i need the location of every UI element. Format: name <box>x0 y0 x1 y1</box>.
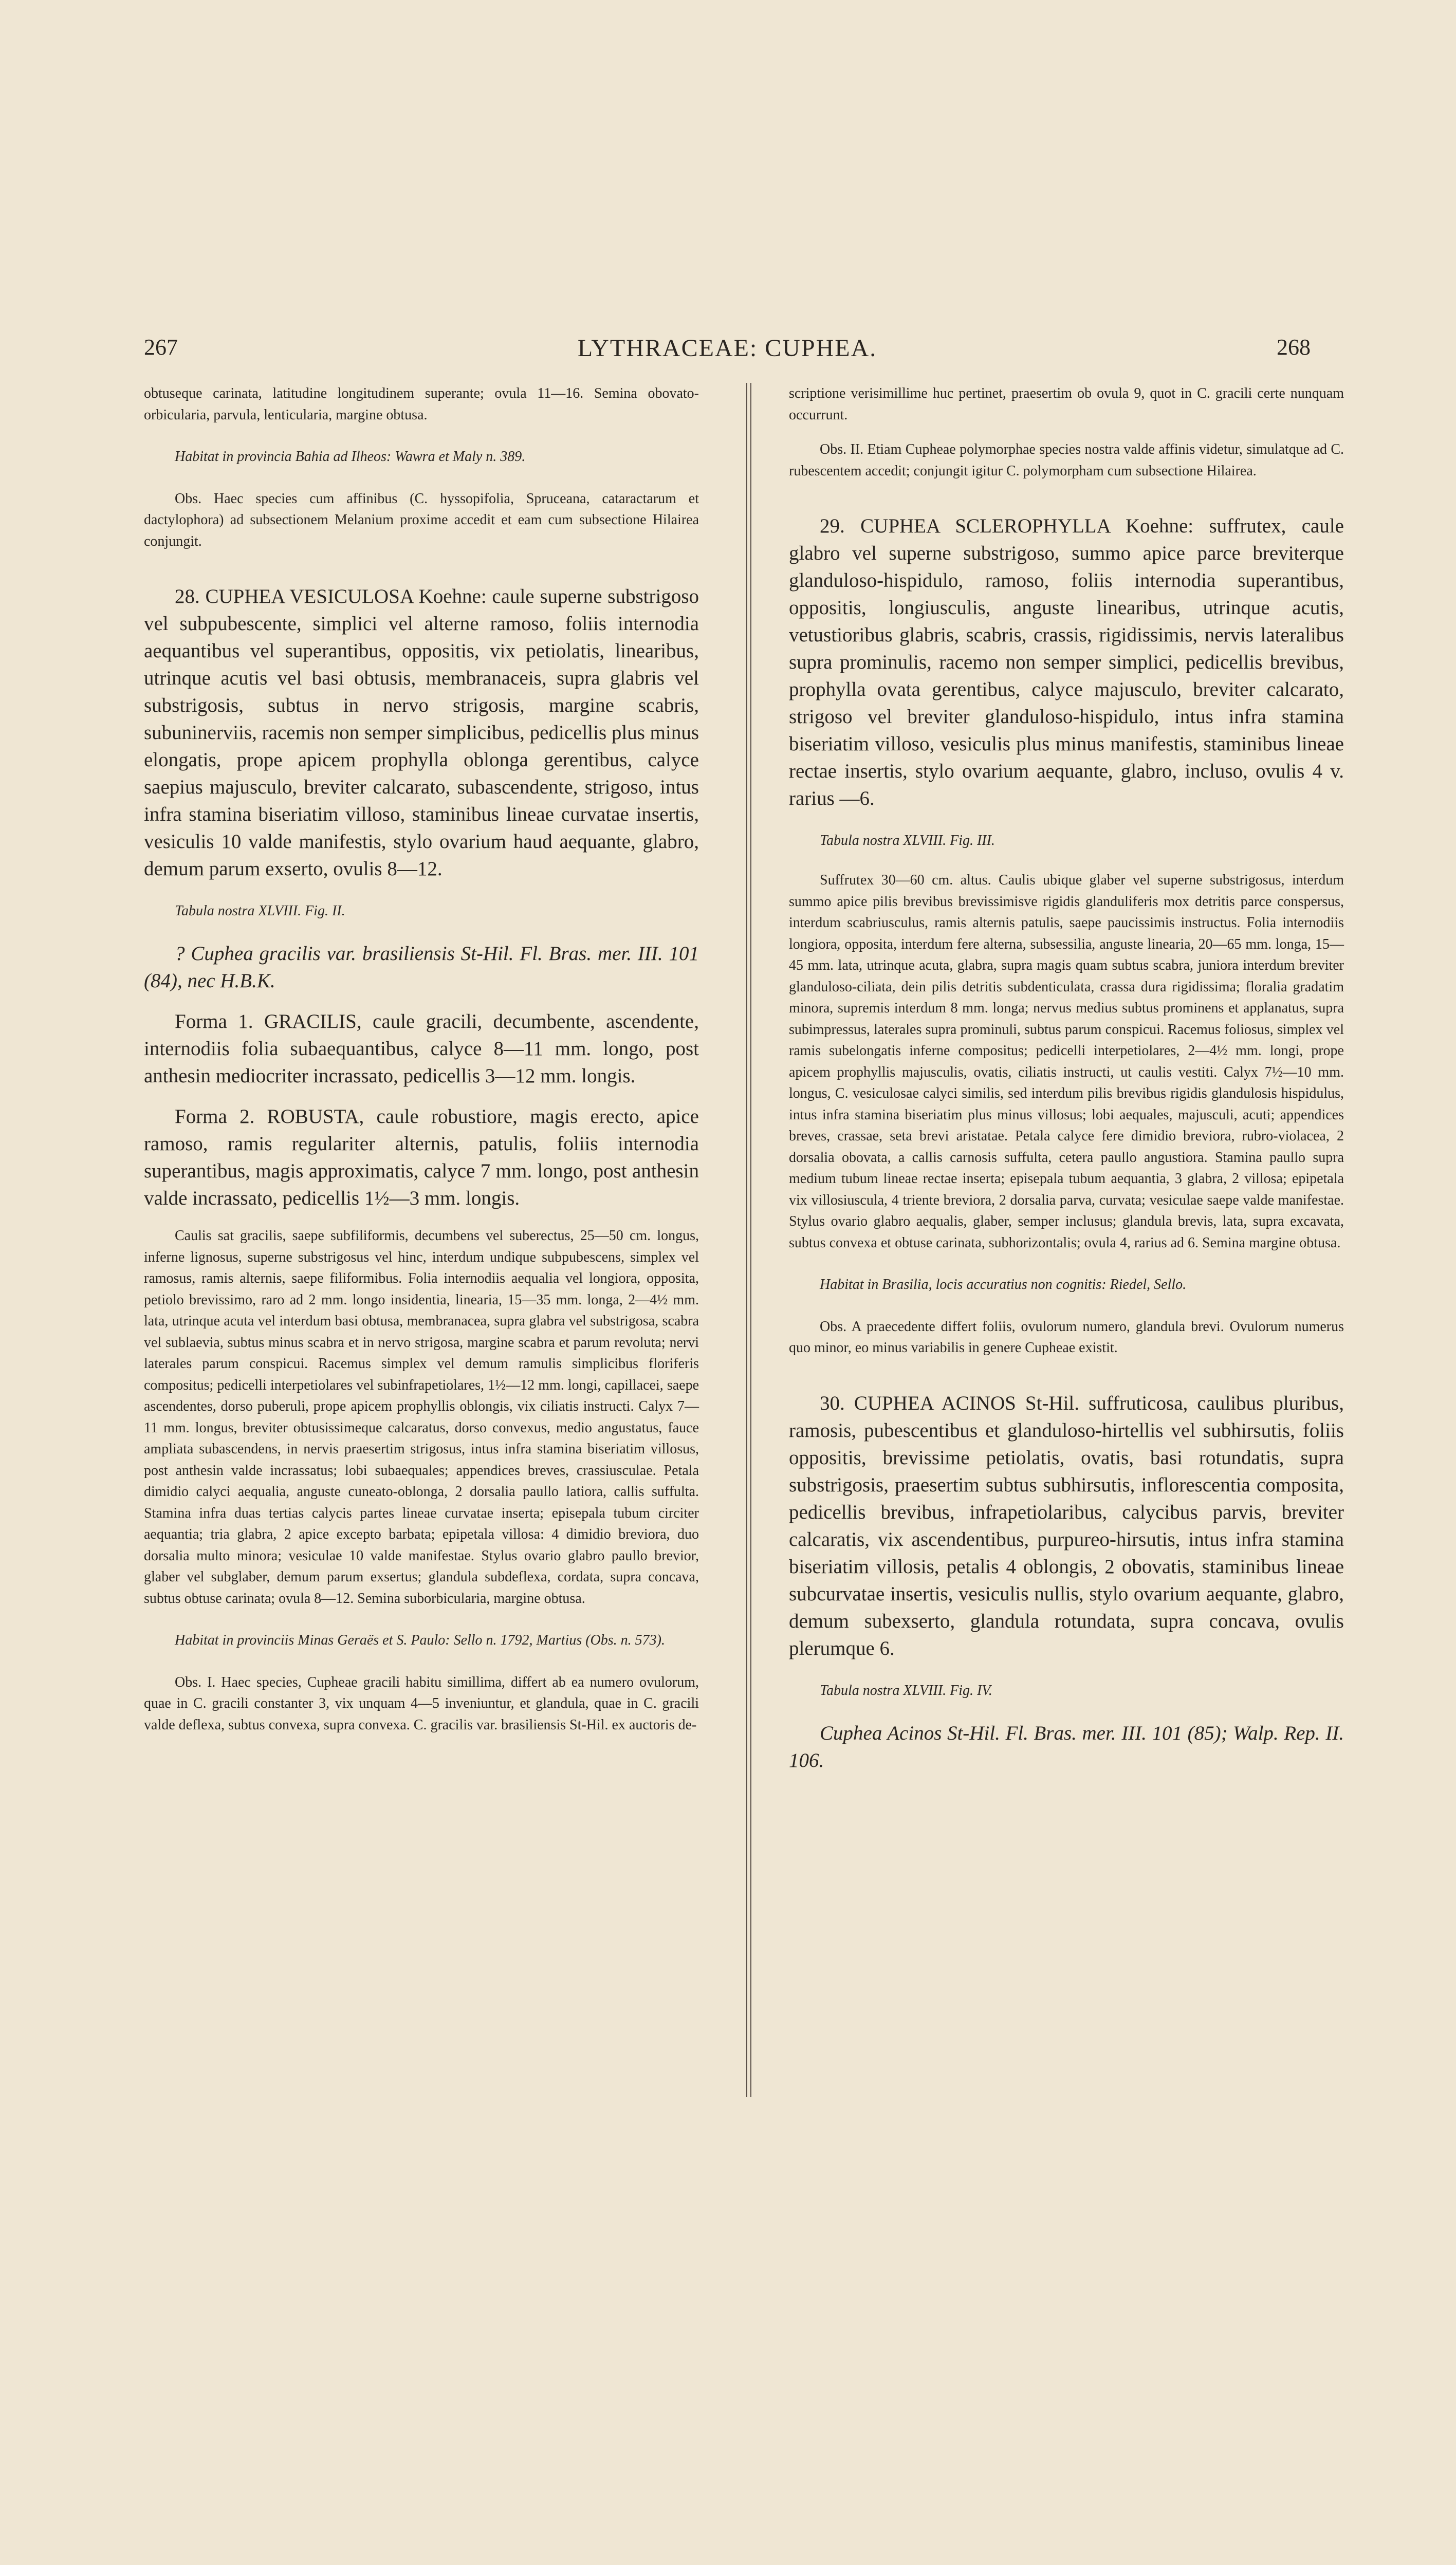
page-number-right: 268 <box>1277 335 1311 360</box>
observation-note: Obs. A praecedente differt foliis, ovulorum numero, glandula brevi. Ovulorum numerus quo minor, eo minus variabilis in genere Cupheae existit. <box>789 1318 1344 1356</box>
forma-gracilis: Forma 1. GRACILIS, caule gracili, decumbente, ascendente, internodiis folia subaequantibus, calyce 8—11 mm. longo, post anthesin mediocriter incrassato, pedicellis 3—12 mm. longis. <box>144 1010 699 1087</box>
plate-reference: Tabula nostra XLVIII. Fig. IV. <box>820 1682 992 1699</box>
habitat-note: Habitat in Brasilia, locis accuratius non cognitis: Riedel, Sello. <box>820 1277 1187 1293</box>
species-heading-30: 30. CUPHEA ACINOS St-Hil. suffruticosa, caulibus pluribus, ramosis, pubescentibus et glanduloso-hirtellis vel subhirsutis, foliis oppositis, brevissime petiolatis, ovatis, basi rotundatis, supra substrigosis, praesertim subtus subhirsutis, inflorescentia composita, pedicellis brevibus, infrapetiolaribus, calycibus parvis, breviter calcaratis, vix ascendentibus, purpureo-hirsutis, intus infra stamina biseriatim villosis, petalis 4 oblongis, 2 obovatis, staminibus lineae subcurvatae insertis, vesiculis nullis, stylo ovarium aequante, glabro, demum subexserto, glandula rotundata, supra concava, ovulis plerumque 6. <box>789 1392 1344 1659</box>
observation-note: Obs. Haec species cum affinibus (C. hyssopifolia, Spruceana, cataractarum et dactylophora) ad subsectionem Melanium proxime accedit et eam cum subsectione Hilairea conjungit. <box>144 490 699 549</box>
plate-reference: Tabula nostra XLVIII. Fig. III. <box>820 833 995 848</box>
species-heading-28: 28. CUPHEA VESICULOSA Koehne: caule superne substrigoso vel subpubescente, simplici vel alterne ramoso, foliis internodia aequantibus vel superantibus, oppositis, vix petiolatis, linearibus, utrinque acutis vel basi obtusis, membranaceis, supra glabris vel substrigosis, subtus in nervo strigosis, margine scabris, subuninerviis, racemis non semper simplicibus, pedicellis plus minus elongatis, prope apicem prophylla oblonga gerentibus, calyce saepius majusculo, breviter calcarato, subascendente, strigoso, intus infra stamina biseriatim villoso, staminibus lineae curvatae insertis, vesiculis 10 valde manifestis, stylo ovarium haud aequante, glabro, demum parum exserto, ovulis 8—12. <box>144 585 699 880</box>
forma-robusta: Forma 2. ROBUSTA, caule robustiore, magis erecto, apice ramoso, ramis regulariter alternis, patulis, foliis internodia superantibus, magis approximatis, calyce 7 mm. longo, post anthesin valde incrassato, pedicellis 1½—3 mm. longis. <box>144 1105 699 1209</box>
continued-observation: scriptione verisimillime huc pertinet, praesertim ob ovula 9, quot in C. gracili certe nunquam occurrunt. <box>789 385 1344 423</box>
observation-note: Obs. I. Haec species, Cupheae gracili habitu simillima, differt ab ea numero ovulorum, quae in C. gracili constanter 3, vix unquam 4—5 inveniuntur, et glandula, quae in C. gracili valde deflexa, subtus convexa, supra convexa. C. gracilis var. brasiliensis St-Hil. ex auctoris de- <box>144 1674 699 1733</box>
continued-description: obtuseque carinata, latitudine longitudinem superante; ovula 11—16. Semina obovato-orbicularia, parvula, lenticularia, margine obtusa. <box>144 385 699 423</box>
species-description: Suffrutex 30—60 cm. altus. Caulis ubique glaber vel superne substrigosus, interdum summo apice pilis brevibus brevissimisve rigidis glanduliferis mox detritis parce conspersus, interdum scabriusculus, ramis alternis patulis, saepe paucissimis instructus. Folia internodiis longiora, opposita, interdum fere alterna, subsessilia, anguste linearia, 20—65 mm. longa, 15—45 mm. lata, utrinque acuta, glabra, supra magis quam subtus scabra, juniora interdum breviter glanduloso-ciliata, dein pilis detritis subdenticulata, crassa dura rigidissima; floralia gradatim minora, supremis interdum 8 mm. longa; nervus medius subtus prominens et applanatus, supra subimpressus, laterales supra prominuli, subtus parum conspicui. Racemus foliosus, simplex vel ramis subelongatis inferne compositus; pedicelli interpetiolares, 2—4½ mm. longi, prope apicem prophyllis majusculis, ovatis, ciliatis instructi, ut caulis vestiti. Calyx 7½—10 mm. longus, C. vesiculosae calyci similis, sed interdum pilis brevibus rigidis glandulosis hispidulus, intus infra stamina biseriatim plus minus villosus; lobi aequales, majusculi, acuti; appendices breves, crassae, seta brevi aristatae. Petala calyce fere dimidio breviora, rubro-violacea, 2 dorsalia obovata, a callis carnosis suffulta, cetera paullo angustiora. Stamina paullo supra medium tubum lineae rectae inserta; episepala tubum aequantia, 3 glabra, 2 villosa; epipetala vix villosiuscula, 4 triente breviora, 2 dorsalia parva, curvata; vesiculae saepe valde manifestae. Stylus ovario glabro aequalis, glaber, semper inclusus; glandula brevis, lata, supra excavata, subtus convexa et obtuse carinata, subhorizontalis; ovula 4, rarius ad 6. Semina margine obtusa. <box>789 872 1344 1251</box>
observation-note: Obs. II. Etiam Cupheae polymorphae species nostra valde affinis videtur, simulatque ad C. rubescentem accedit; conjungit igitur C. polymorpham cum subsectione Hilairea. <box>789 441 1344 479</box>
synonym-reference: Cuphea Acinos St-Hil. Fl. Bras. mer. III. 101 (85); Walp. Rep. II. 106. <box>789 1722 1344 1771</box>
synonym-reference: ? Cuphea gracilis var. brasiliensis St-Hil. Fl. Bras. mer. III. 101 (84), nec H.B.K. <box>144 943 699 992</box>
species-description: Caulis sat gracilis, saepe subfiliformis, decumbens vel suberectus, 25—50 cm. longus, inferne lignosus, superne substrigosus vel hinc, interdum undique subpubescens, simplex vel ramosus, ramis alternis, saepe filiformibus. Folia internodiis aequalia vel longiora, opposita, petiolo brevissimo, raro ad 2 mm. longo insidentia, linearia, 15—35 mm. longa, 2—4½ mm. lata, utrinque acuta vel interdum basi obtusa, membranacea, supra glabra vel substrigosa, scabra vel sublaevia, subtus minus scabra et in nervo strigosa, margine scabra et parum revoluta; nervi laterales parum conspicui. Racemus simplex vel demum ramulis simplicibus floriferis compositus; pedicelli interpetiolares vel subinfrapetiolares, 1½—12 mm. longi, capillacei, saepe ascendentes, dorso puberuli, prope apicem prophyllis oblongis, vix ciliatis instructi. Calyx 7—11 mm. longus, breviter obtusissimeque calcaratus, dorso convexus, medio angustatus, fauce ampliata subascendens, in nervis praesertim strigosus, intus infra stamina biseriatim villosus, post anthesin valde incrassatus; lobi subaequales; appendices breves, crassiusculae. Petala dimidio calyci aequalia, anguste cuneato-oblonga, 2 dorsalia paullo latiora, callis suffulta. Stamina infra duas tertias calycis partes lineae curvatae inserta; episepala tubum circiter aequantia; tria glabra, 2 apice excepto barbata; epipetala villosa: 4 dimidio breviora, duo dorsalia multo minora; vesiculae 10 valde manifestae. Stylus ovario glabro paullo brevior, glaber vel subglaber, demum parum exsertus; glandula subdeflexa, cordata, supra concava, subtus obtuse carinata; ovula 8—12. Semina suborbicularia, margine obtusa. <box>144 1228 699 1607</box>
running-title: LYTHRACEAE: CUPHEA. <box>577 335 877 362</box>
species-heading-29: 29. CUPHEA SCLEROPHYLLA Koehne: suffrutex, caule glabro vel superne substrigoso, summo apice parce breviterque glanduloso-hispidulo, ramoso, foliis internodia superantibus, oppositis, longiusculis, anguste linearibus, utrinque acutis, vetustioribus glabris, scabris, crassis, rigidissimis, nervis lateralibus supra prominulis, racemo non semper simplici, pedicellis brevibus, prophylla ovata gerentibus, calyce majusculo, breviter calcarato, strigoso vel breviter glanduloso-hispidulo, intus infra stamina biseriatim villoso, vesiculis plus minus manifestis, staminibus lineae rectae insertis, stylo ovarium aequante, glabro, incluso, ovulis 4 v. rarius —6. <box>789 515 1344 809</box>
habitat-note: Habitat in provinciis Minas Geraës et S. Paulo: Sello n. 1792, Martius (Obs. n. 573). <box>175 1632 665 1648</box>
plate-reference: Tabula nostra XLVIII. Fig. II. <box>175 903 345 919</box>
page-number-left: 267 <box>144 335 178 360</box>
left-column <box>144 383 699 1736</box>
page-header <box>144 334 1311 365</box>
right-column <box>789 383 1344 1774</box>
column-divider <box>746 383 751 2097</box>
habitat-note: Habitat in provincia Bahia ad Ilheos: Wawra et Maly n. 389. <box>175 449 526 465</box>
